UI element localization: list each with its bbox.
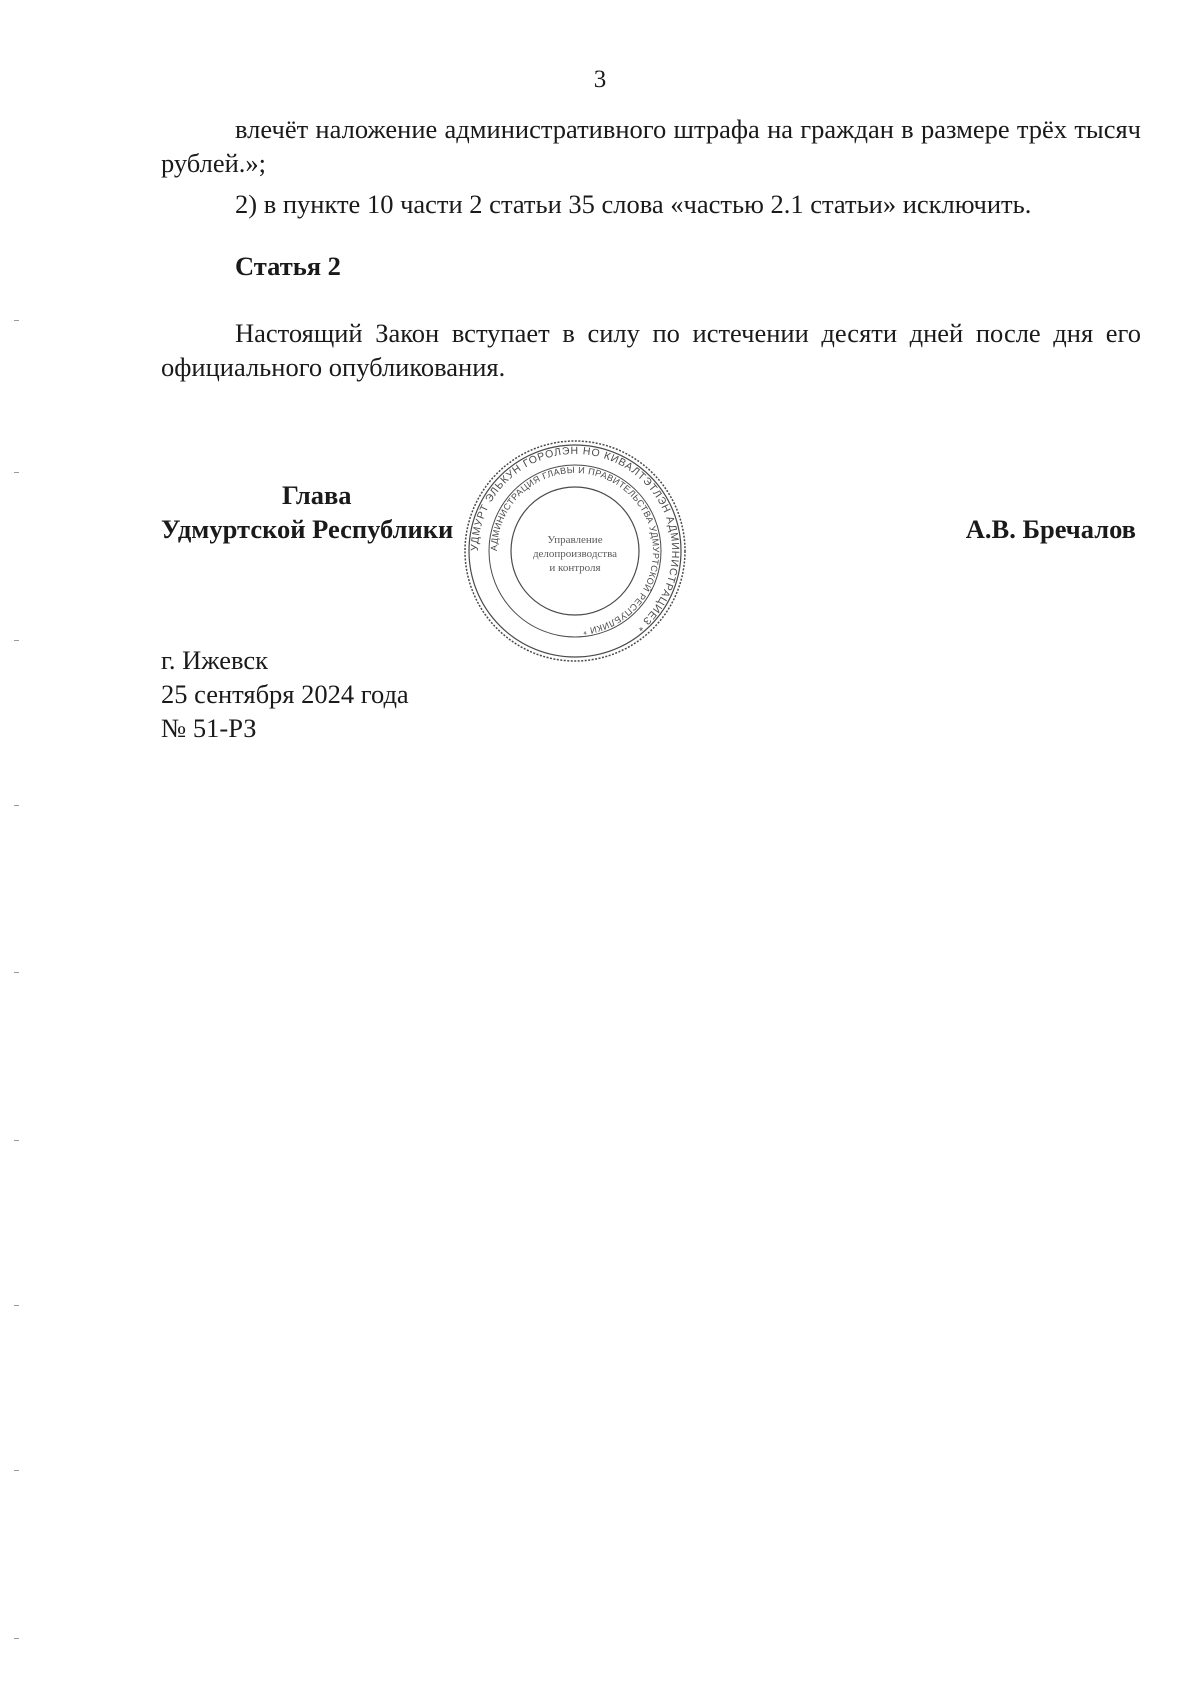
place-date: 25 сентября 2024 года xyxy=(161,679,409,709)
scan-margin-mark xyxy=(14,320,19,321)
official-seal-stamp xyxy=(463,439,687,663)
signatory-title-line1: Глава xyxy=(282,480,352,510)
paragraph-fine-clause: влечёт наложение административного штрафа на граждан в размере трёх тысяч рублей.»; xyxy=(161,114,1141,178)
stamp-center-line3: и контроля xyxy=(549,562,601,574)
scan-margin-mark xyxy=(14,1305,19,1306)
signatory-title-line2: Удмуртской Республики xyxy=(161,514,454,544)
stamp-inner-text: АДМИНИСТРАЦИЯ ГЛАВЫ И ПРАВИТЕЛЬСТВА УДМУРТСКОЙ РЕСПУБЛИКИ * xyxy=(488,464,662,637)
page-number: 3 xyxy=(593,66,607,93)
paragraph-amendment-2: 2) в пункте 10 части 2 статьи 35 слова «частью 2.1 статьи» исключить. xyxy=(235,189,1032,219)
signatory-name: А.В. Бречалов xyxy=(965,514,1136,544)
place-city: г. Ижевск xyxy=(161,645,268,675)
law-number: № 51-РЗ xyxy=(161,713,257,743)
stamp-center-line2: делопроизводства xyxy=(532,548,618,560)
scan-margin-mark xyxy=(14,1140,19,1141)
scan-margin-mark xyxy=(14,472,19,473)
stamp-outer-text: УДМУРТ ЭЛЬКУН ГОРОЛЭН НО КИВАЛТЭТЛЭН АДМИНИСТРАЦИЕЗ * xyxy=(468,444,682,634)
scan-margin-mark xyxy=(14,1470,19,1471)
paragraph-entry-into-force: Настоящий Закон вступает в силу по истечении десяти дней после дня его официального опубликования. xyxy=(161,318,1141,382)
scan-margin-mark xyxy=(14,972,19,973)
article-heading: Статья 2 xyxy=(235,251,341,281)
scan-margin-mark xyxy=(14,640,19,641)
scan-margin-mark xyxy=(14,805,19,806)
stamp-center-line1: Управление xyxy=(547,534,603,546)
scan-margin-mark xyxy=(14,1638,19,1639)
